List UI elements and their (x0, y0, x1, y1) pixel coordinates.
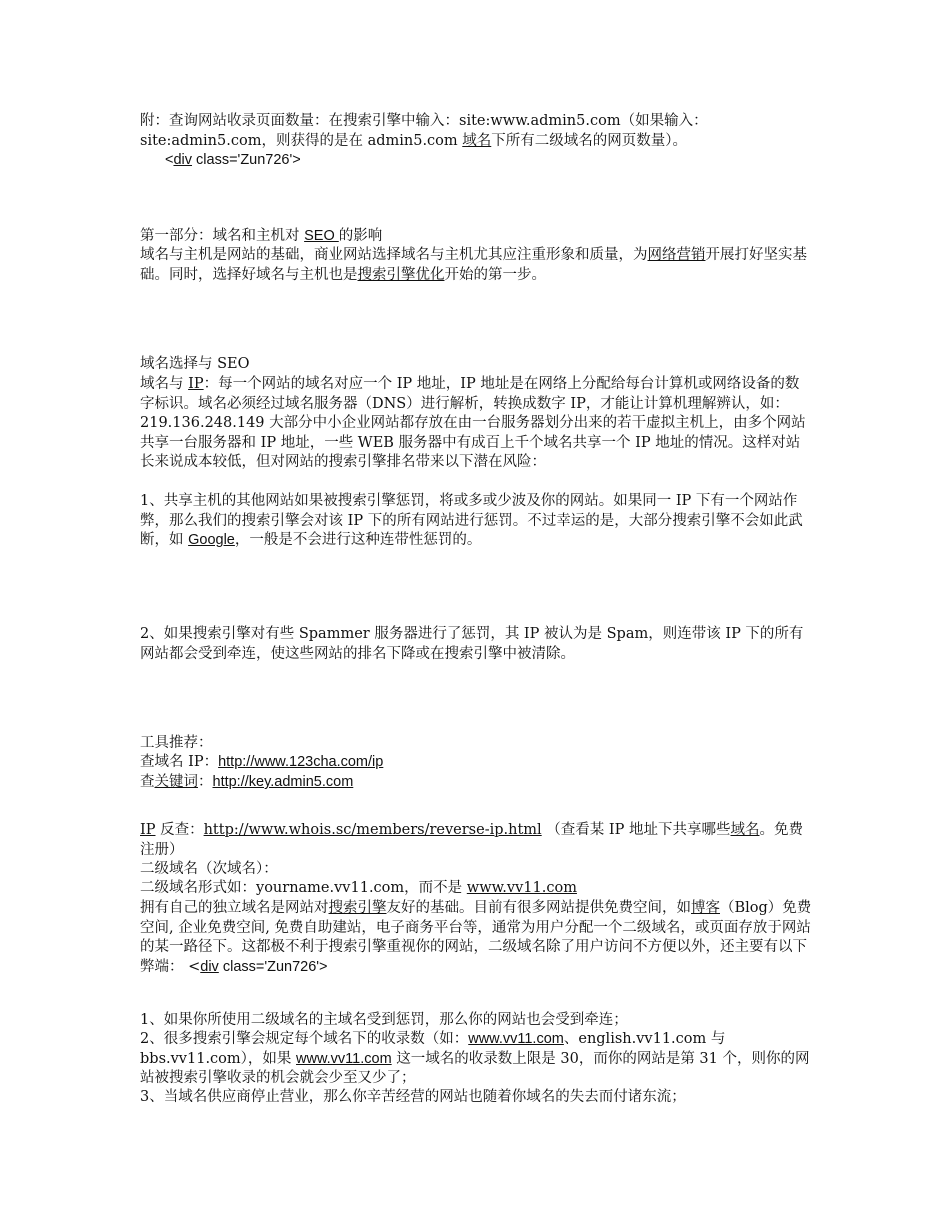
tool-3 (140, 821, 812, 860)
risk1-a: 1、共享主机的其他网站如果被搜索引擎惩罚，将或多或少波及你的网站。如果同一 IP 下有一个网站作弊，那么我们的搜索引擎会对该 IP 下的所有网站进行惩罚。不过幸运的是，大部分搜索引擎不会如此武断，如 (140, 493, 803, 548)
item2-b: 、english.vv11.com 与 bbs.vv11.com），如果 (140, 1031, 726, 1067)
subdomain-body-b: 友好的基础。目前有很多网站提供免费空间，如 (386, 900, 691, 916)
part1-body-a: 域名与主机是网站的基础，商业网站选择域名与主机尤其应注重形象和质量，为 (140, 247, 648, 263)
tool3-label-b: 反查： (155, 822, 204, 838)
domain-body-b: ：每一个网站的域名对应一个 IP 地址，IP 地址是在网络上分配给每台计算机或网络设备的数字标识。域名必须经过域名服务器（DNS）进行解析，转换成数字 IP，才能让计算机理解辨认，如：219.136.248.149 大部分中小企业网站都存放在由一台服务器划分出来的若干虚拟主机上，由多个网站共享一台服务器和 IP 地址，一些 WEB 服务器中有成百上千个域名共享一个 IP 地址的情况。这样对站长来说成本较低，但对网站的搜索引擎排名带来以下潜在风险： (140, 376, 806, 470)
header-line2-b: 下所有二级域名的网页数量）。 (491, 132, 688, 149)
item2-a: 2、很多搜索引擎会规定每个域名下的收录数（如： (140, 1031, 469, 1047)
subdomain-form (140, 879, 577, 899)
link-keywords[interactable]: 关键词 (154, 774, 198, 790)
link-blog[interactable]: 博客 (691, 900, 720, 916)
link-network-marketing[interactable]: 网络营销 (647, 247, 706, 263)
risk-item-2: 2、如果搜索引擎对有些 Spammer 服务器进行了惩罚，其 IP 被认为是 Spam，则连带该 IP 下的所有网站都会受到牵连，使这些网站的排名下降或在搜索引擎中被清除。 (140, 626, 804, 662)
item2-c: 这一域名的收录数上限是 30，而你的网站是第 31 个，则你的网站被搜索引擎收录的机会就会少至又少了； (140, 1050, 810, 1086)
subdomain-title: 二级域名（次域名）： (140, 861, 278, 877)
link-key-admin5[interactable]: http://key.admin5.com (212, 774, 354, 790)
subdomain-form-a: 二级域名形式如：yourname.vv11.com，而不是 (140, 880, 467, 896)
link-123cha[interactable]: http://www.123cha.com/ip (218, 754, 384, 770)
part1-body (140, 246, 812, 285)
subdomain-body-d: class='Zun726'> (218, 958, 328, 975)
subdomain-body-c: （Blog）免费空间, 企业免费空间, 免费自助建站，电子商务平台等，通常为用户分配一个二级域名，或页面存放于网站的某一路径下。这都极不利于搜索引擎重视你的网站，二级域名除了用户访问不方便以外，还主要有以下弊端： < (140, 900, 812, 975)
domain-section-body (140, 375, 812, 473)
link-vv11[interactable]: www.vv11.com (466, 880, 577, 896)
link-google[interactable]: Google (188, 532, 235, 548)
link-whois[interactable]: http://www.whois.sc/members/reverse-ip.html (203, 822, 542, 838)
part1-title-b: 的影响 (338, 228, 383, 244)
tool-2 (140, 773, 353, 793)
link-vv11-2[interactable]: www.vv11.com (468, 1031, 564, 1047)
div-open: < (165, 152, 174, 168)
link-vv11-3[interactable]: www.vv11.com (296, 1050, 392, 1067)
subdomain-item-2 (140, 1030, 812, 1089)
link-domain[interactable]: 域名 (462, 132, 492, 149)
domain-body-a: 域名与 (140, 376, 189, 392)
link-ip-2[interactable]: IP (140, 822, 156, 838)
subdomain-body (140, 899, 812, 977)
risk-item-1 (140, 492, 812, 551)
link-ip[interactable]: IP (188, 376, 204, 392)
header-note (140, 112, 812, 151)
risk1-b: ，一般是不会进行这种连带性惩罚的。 (234, 532, 482, 548)
part1-title-a: 第一部分：域名和主机对 (140, 228, 305, 244)
subdomain-item-3: 3、当域名供应商停止营业，那么你辛苦经营的网站也随着你域名的失去而付诸东流； (140, 1089, 686, 1105)
header-line1: 附：查询网站收录页面数量：在搜索引擎中输入：site:www.admin5.com（如果输入： (140, 113, 708, 129)
subdomain-body-a: 拥有自己的独立域名是网站对 (140, 900, 329, 916)
header-line2-a: site:admin5.com，则获得的是在 admin5.com (140, 132, 463, 149)
subdomain-item-1: 1、如果你所使用二级域名的主域名受到惩罚，那么你的网站也会受到牵连； (140, 1012, 628, 1028)
link-seo-optimization[interactable]: 搜索引擎优化 (357, 266, 445, 283)
domain-section-title: 域名选择与 SEO (140, 356, 250, 372)
link-domain-2[interactable]: 域名 (730, 822, 760, 838)
link-div-2[interactable]: div (200, 958, 219, 975)
tools-title: 工具推荐： (140, 735, 213, 751)
link-search-engine[interactable]: 搜索引擎 (328, 900, 387, 916)
tool3-note-a: （查看某 IP 地址下共享哪些 (541, 822, 731, 838)
part1-body-c: 开始的第一步。 (444, 266, 546, 283)
tool3-note-b: 。免费注册） (140, 822, 803, 858)
div-tag-line (165, 151, 301, 171)
div-class: class='Zun726'> (192, 152, 301, 168)
part1-body-b: 开展打好坚实基础。同时，选择好域名与主机也是 (140, 247, 807, 283)
tool2-label-b: ： (198, 774, 213, 790)
link-seo[interactable]: SEO (304, 228, 339, 244)
tool1-label: 查域名 IP： (140, 754, 219, 770)
tool2-label-a: 查 (140, 774, 155, 790)
part1-title (140, 227, 382, 247)
link-div[interactable]: div (173, 152, 193, 168)
tool-1 (140, 753, 383, 773)
